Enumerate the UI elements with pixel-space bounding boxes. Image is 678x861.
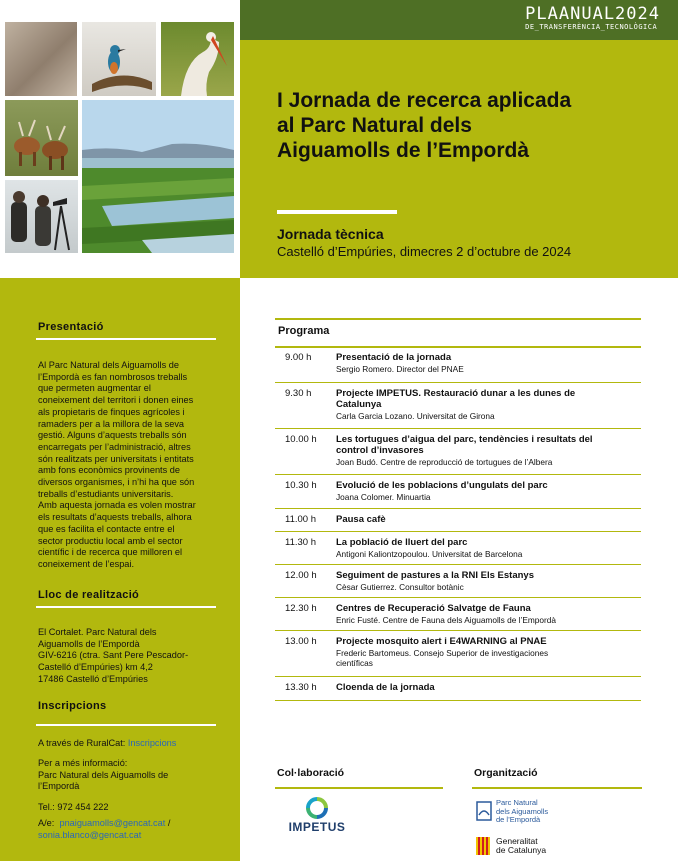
lloc-line: Aiguamolls de l’Empordà xyxy=(38,638,140,649)
collaboracio-heading: Col·laboració xyxy=(277,767,345,779)
brand-tagline: DE_TRANSFERÈNCIA_TECNOLÒGICA xyxy=(525,23,658,31)
email-separator: / xyxy=(165,818,171,828)
title-line: Aiguamolls de l’Empordà xyxy=(277,139,530,162)
contact-email-line xyxy=(38,818,218,841)
section-divider xyxy=(36,724,216,726)
kingfisher-photo xyxy=(82,22,156,96)
contact-phone: Tel.: 972 454 222 xyxy=(38,802,109,812)
lloc-line: GIV-6216 (ctra. Sant Pere Pescador- xyxy=(38,650,189,661)
organitzacio-heading: Organització xyxy=(474,767,538,779)
contact-info-line: Parc Natural dels Aiguamolls de xyxy=(38,769,169,780)
programa-title: Presentació de la jornada xyxy=(336,352,452,363)
registration-line xyxy=(38,738,218,750)
section-divider xyxy=(36,338,216,340)
programa-row-divider xyxy=(275,474,641,475)
contact-info-line: l’Empordà xyxy=(38,781,80,792)
photo-collage xyxy=(0,0,240,278)
collaboracio-rule xyxy=(275,787,443,789)
presentacio-text xyxy=(38,360,218,571)
programa-title: Cloenda de la jornada xyxy=(336,682,435,693)
registration-link[interactable]: Inscripcions xyxy=(127,738,177,748)
parc-natural-name xyxy=(496,799,548,825)
event-type-label: Jornada tècnica xyxy=(277,226,384,242)
section-divider xyxy=(36,606,216,608)
presentacio-line: als propietaris de finques agrícoles i xyxy=(38,406,185,417)
parc-natural-name-line: Parc Natural xyxy=(496,798,538,807)
impetus-mark-icon xyxy=(282,794,352,842)
programa-speaker: Joana Colomer. Minuartia xyxy=(336,492,431,502)
programa-heading: Programa xyxy=(278,325,330,337)
impetus-logo xyxy=(282,794,352,842)
programa-speaker: Antigoni Kaliontzopoulou. Universitat de Barcelona xyxy=(336,549,523,559)
generalitat-emblem-icon xyxy=(476,837,490,855)
generalitat-name-line: de Catalunya xyxy=(496,845,547,855)
event-title xyxy=(277,88,672,163)
programa-time: 10.00 h xyxy=(285,434,317,445)
plaanual-logo xyxy=(525,4,660,31)
programa-speaker: científicas xyxy=(336,658,373,668)
programa-time: 12.00 h xyxy=(285,570,317,581)
programa-title: Evolució de les poblacions d’ungulats del parc xyxy=(336,480,548,491)
title-line: al Parc Natural dels xyxy=(277,114,472,137)
presentacio-line: coneixement de l’espai. xyxy=(38,558,135,569)
programa-title: Les tortugues d’aigua del parc, tendències i resultats del xyxy=(336,434,593,445)
programa-speaker: Cèsar Gutierrez. Consultor botànic xyxy=(336,582,464,592)
programa-row-divider xyxy=(275,564,641,565)
programa-time: 13.30 h xyxy=(285,682,317,693)
event-place-date: Castelló d’Empúries, dimecres 2 d’octubre de 2024 xyxy=(277,244,572,259)
organitzacio-rule xyxy=(472,787,642,789)
birdwatchers-photo xyxy=(5,180,78,253)
programa-speaker: Joan Budó. Centre de reproducció de tortugues de l’Albera xyxy=(336,457,553,467)
contact-info-line: Per a més informació: xyxy=(38,758,128,768)
programa-row-divider xyxy=(275,428,641,429)
lloc-heading: Lloc de realització xyxy=(38,589,140,601)
stork-photo xyxy=(161,22,234,96)
programa-title: Seguiment de pastures a la RNI Els Estanys xyxy=(336,570,534,581)
impetus-logo-text: IMPETUS xyxy=(288,820,346,834)
programa-title: Projecte mosquito alert i E4WARNING al PNAE xyxy=(336,636,547,647)
parc-natural-name-line: de l’Empordà xyxy=(496,815,541,824)
title-line: I Jornada de recerca aplicada xyxy=(277,89,572,112)
presentacio-line: són realitzats per universitats i entitats xyxy=(38,453,194,464)
programa-title: La població de lluert del parc xyxy=(336,537,468,548)
wetlands-landscape-photo xyxy=(82,100,234,253)
presentacio-line: sector productiu local amb el sector xyxy=(38,535,183,546)
brand-name: PLAANUAL2024 xyxy=(525,4,660,24)
lloc-line: Castelló d’Empúries) km 4,2 xyxy=(38,662,153,673)
programa-row-divider xyxy=(275,700,641,701)
presentacio-line: l’Empordà es fan nombrosos treballs xyxy=(38,371,188,382)
presentacio-line: diversos organismes, i n’hi ha que són xyxy=(38,477,195,488)
programa-speaker: Sergio Romero. Director del PNAE xyxy=(336,364,464,374)
programa-time: 9.30 h xyxy=(285,388,312,399)
programa-speaker: Carla Garcia Lozano. Universitat de Girona xyxy=(336,411,495,421)
email-label: A/e: xyxy=(38,818,55,828)
generalitat-logo xyxy=(476,836,626,860)
programa-time: 9.00 h xyxy=(285,352,312,363)
programa-top-rule xyxy=(275,318,641,320)
top-brand-bar xyxy=(240,0,678,40)
presentacio-heading: Presentació xyxy=(38,321,104,333)
programa-row-divider xyxy=(275,630,641,631)
presentacio-line: científic i de recerca que milloren el xyxy=(38,547,183,558)
parc-natural-name-line: dels Aiguamolls xyxy=(496,806,549,816)
presentacio-line: treballs d’estudiants universitaris. xyxy=(38,488,174,499)
programa-title: Catalunya xyxy=(336,399,382,410)
lloc-line: El Cortalet. Parc Natural dels xyxy=(38,627,157,637)
programa-row-divider xyxy=(275,531,641,532)
presentacio-line: gestió. Alguns d’aquests treballs són xyxy=(38,430,187,441)
parc-natural-logo xyxy=(476,799,626,827)
programa-time: 10.30 h xyxy=(285,480,317,491)
presentacio-line: els resultats d’aquests treballs, alhora xyxy=(38,512,192,523)
lloc-line: 17486 Castelló d’Empúries xyxy=(38,673,148,684)
presentacio-line: amb fons econòmics provinents de xyxy=(38,465,180,476)
programa-row-divider xyxy=(275,676,641,677)
presentacio-line: Amb aquesta jornada es volen mostrar xyxy=(38,500,196,511)
inscripcions-heading: Inscripcions xyxy=(38,700,107,712)
programa-title: Projecte IMPETUS. Restauració dunar a les dunes de xyxy=(336,388,576,399)
title-divider xyxy=(277,210,397,214)
programa-time: 12.30 h xyxy=(285,603,317,614)
presentacio-line: Al Parc Natural dels Aiguamolls de xyxy=(38,360,179,370)
programa-title: Centres de Recuperació Salvatge de Fauna xyxy=(336,603,531,614)
programa-row-divider xyxy=(275,597,641,598)
hero-title-block xyxy=(240,40,678,278)
programa-row-divider xyxy=(275,382,641,383)
lloc-text xyxy=(38,627,218,686)
presentacio-line: que es facilita el contacte entre el xyxy=(38,523,175,534)
presentacio-line: ramaders per a la millora de la seva xyxy=(38,418,185,429)
presentacio-line: coneixement del territori i donen eines xyxy=(38,395,194,406)
programa-row-divider xyxy=(275,346,641,348)
registration-text: A través de RuralCat: xyxy=(38,738,128,748)
deer-photo xyxy=(5,100,78,176)
presentacio-line: encarregats per l’administració, altres xyxy=(38,441,191,452)
programa-time: 11.00 h xyxy=(285,514,316,525)
email-link-sonia[interactable]: sonia.blanco@gencat.cat xyxy=(38,829,142,840)
contact-info xyxy=(38,758,218,793)
email-link-pnaiguamolls[interactable]: pnaiguamolls@gencat.cat xyxy=(59,818,166,828)
generalitat-name-line: Generalitat xyxy=(496,836,538,846)
presentacio-line: que permeten augmentar el xyxy=(38,383,151,394)
programa-speaker: Frederic Bartomeus. Consejo Superior de investigaciones xyxy=(336,648,549,658)
programa-row-divider xyxy=(275,508,641,509)
parc-natural-emblem-icon xyxy=(476,801,492,821)
programa-speaker: Enric Fusté. Centre de Fauna dels Aiguamolls de l’Empordà xyxy=(336,615,556,625)
programa-time: 13.00 h xyxy=(285,636,317,647)
programa-title: Pausa cafè xyxy=(336,514,386,525)
animal-tracks-photo xyxy=(5,22,77,96)
programa-title: control d’invasores xyxy=(336,445,424,456)
programa-time: 11.30 h xyxy=(285,537,316,548)
generalitat-name xyxy=(496,837,546,855)
